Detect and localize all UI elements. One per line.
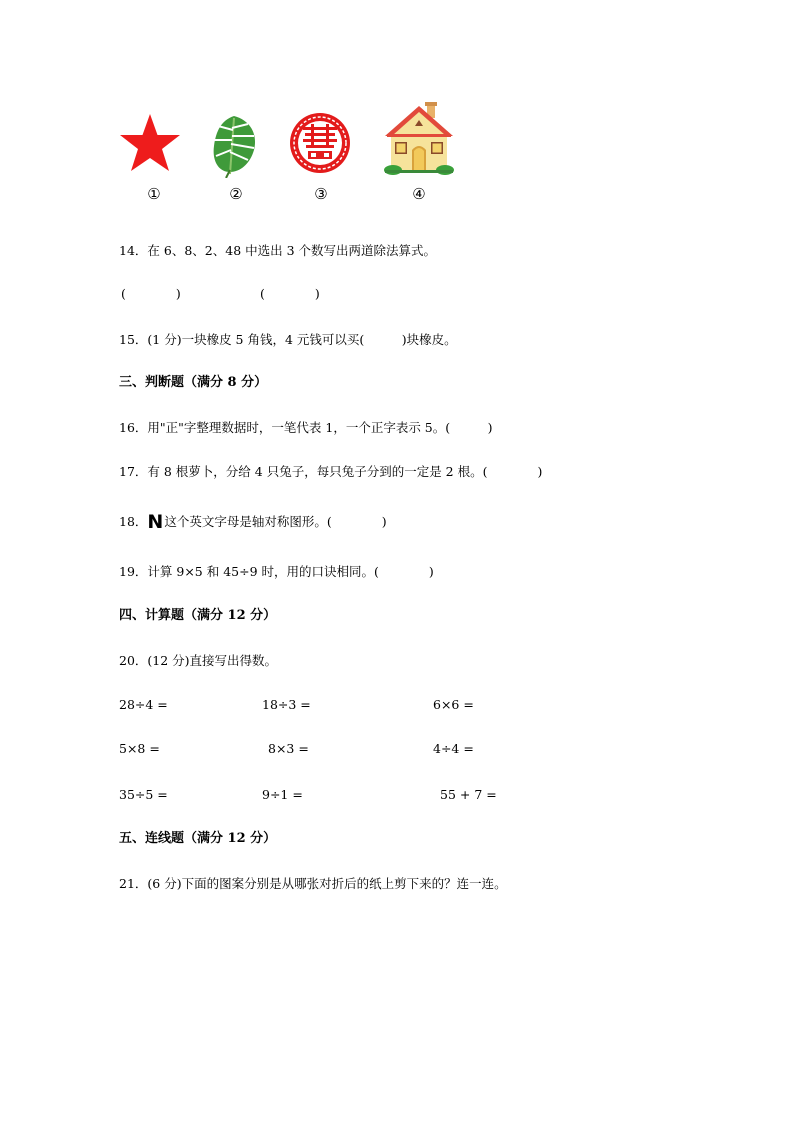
- section-heading-calculation: 四、计算题（满分 12 分）: [119, 608, 277, 623]
- figure-label-2: ②: [229, 185, 243, 203]
- question-18-number: 18．: [119, 514, 148, 529]
- letter-n-glyph: N: [147, 511, 164, 533]
- section-heading-judgement: 三、判断题（满分 8 分）: [119, 375, 268, 390]
- calc-item: 5×8 =: [119, 741, 160, 756]
- calc-item: 18÷3 =: [262, 697, 311, 712]
- question-15: 15．(1 分)一块橡皮 5 角钱，4 元钱可以买( )块橡皮。: [119, 332, 457, 347]
- question-20: 20．(12 分)直接写出得数。: [119, 653, 278, 668]
- figure-label-3: ③: [314, 185, 328, 203]
- red-star-icon: [118, 112, 182, 176]
- calc-item: 9÷1 =: [262, 787, 303, 802]
- green-leaf-icon: [208, 114, 260, 178]
- answer-blank-14b[interactable]: ( ): [260, 286, 320, 301]
- question-18: [119, 511, 387, 533]
- calc-item: 6×6 =: [433, 697, 474, 712]
- double-happiness-papercut-icon: [289, 112, 351, 174]
- section-heading-matching: 五、连线题（满分 12 分）: [119, 831, 277, 846]
- question-14: 14．在 6、8、2、48 中选出 3 个数写出两道除法算式。: [119, 243, 437, 258]
- figure-label-4: ④: [412, 185, 426, 203]
- calc-item: 55 + 7 =: [440, 787, 497, 802]
- calc-item: 8×3 =: [268, 741, 309, 756]
- figure-label-1: ①: [147, 185, 161, 203]
- answer-blank-14a[interactable]: ( ): [121, 286, 181, 301]
- calc-item: 4÷4 =: [433, 741, 474, 756]
- question-21: 21．(6 分)下面的图案分别是从哪张对折后的纸上剪下来的？连一连。: [119, 876, 507, 891]
- question-16: 16．用"正"字整理数据时，一笔代表 1，一个正字表示 5。( ): [119, 420, 493, 435]
- calc-item: 28÷4 =: [119, 697, 168, 712]
- calc-item: 35÷5 =: [119, 787, 168, 802]
- question-19: 19．计算 9×5 和 45÷9 时，用的口诀相同。( ): [119, 564, 434, 579]
- house-icon: [383, 102, 455, 176]
- question-17: 17．有 8 根萝卜，分给 4 只兔子，每只兔子分到的一定是 2 根。( ): [119, 464, 543, 479]
- question-18-text: 这个英文字母是轴对称图形。( ): [164, 514, 387, 529]
